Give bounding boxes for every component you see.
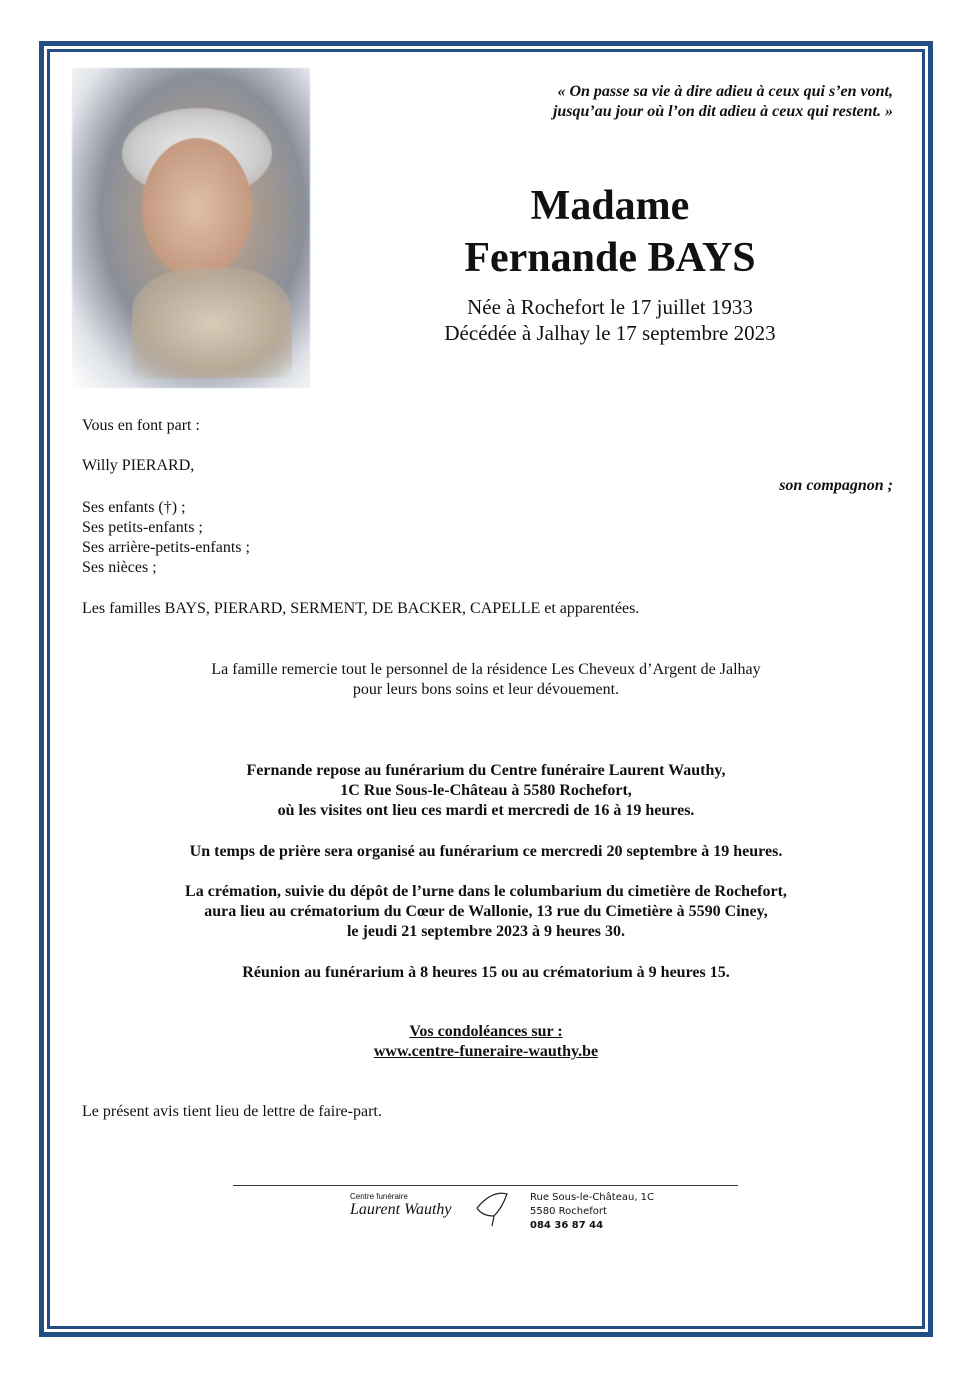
quote — [553, 82, 893, 122]
dates — [410, 294, 810, 346]
quote-line: jusqu’au jour où l’on dit adieu à ceux qui restent. » — [552, 103, 893, 120]
deceased-name — [410, 180, 810, 284]
title-line: Fernande BAYS — [464, 235, 756, 281]
intro: Vous en font part : — [82, 417, 200, 434]
logo-script: Laurent Wauthy — [350, 1201, 452, 1218]
condolences-link[interactable]: www.centre-funeraire-wauthy.be — [373, 1043, 599, 1060]
quote-line: « On passe sa vie à dire adieu à ceux qui s’en vont, — [557, 83, 893, 100]
companion-role: son compagnon ; — [779, 477, 893, 494]
meeting: Réunion au funérarium à 8 heures 15 ou au crématorium à 9 heures 15. — [242, 964, 730, 981]
visits-line: Fernande repose au funérarium du Centre funéraire Laurent Wauthy, — [246, 762, 726, 779]
family-item: Ses arrière-petits-enfants ; — [82, 539, 250, 556]
cremation-line: le jeudi 21 septembre 2023 à 9 heures 30. — [346, 923, 626, 940]
condolences — [60, 1022, 912, 1062]
companion-name: Willy PIERARD, — [82, 457, 195, 474]
visits-line: où les visites ont lieu ces mardi et mercredi de 16 à 19 heures. — [277, 802, 695, 819]
cremation-line: La crémation, suivie du dépôt de l’urne dans le columbarium du cimetière de Rochefort, — [185, 883, 787, 900]
visits-line: 1C Rue Sous-le-Château à 5580 Rochefort, — [340, 782, 632, 799]
cremation-line: aura lieu au crématorium du Cœur de Wallonie, 13 rue du Cimetière à 5590 Ciney, — [204, 903, 768, 920]
funeral-home-address — [530, 1191, 654, 1233]
cremation — [60, 882, 912, 942]
families: Les familles BAYS, PIERARD, SERMENT, DE BACKER, CAPELLE et apparentées. — [82, 600, 640, 617]
portrait-photo — [72, 68, 310, 388]
family-item: Ses enfants (†) ; — [82, 499, 186, 516]
thanks-line: pour leurs bons soins et leur dévouement. — [352, 681, 620, 698]
condolences-label: Vos condoléances sur : — [409, 1023, 563, 1040]
death: Décédée à Jalhay le 17 septembre 2023 — [444, 321, 776, 345]
address-city: 5580 Rochefort — [530, 1206, 607, 1217]
logo-small: Centre funéraire — [350, 1192, 408, 1201]
birth: Née à Rochefort le 17 juillet 1933 — [467, 295, 753, 319]
visits — [60, 761, 912, 821]
address-phone: 084 36 87 44 — [530, 1220, 604, 1231]
family-list — [82, 498, 250, 578]
title-line: Madame — [530, 183, 690, 229]
thanks — [60, 660, 912, 700]
prayer: Un temps de prière sera organisé au funérarium ce mercredi 20 septembre à 19 heures. — [189, 843, 783, 860]
family-item: Ses petits-enfants ; — [82, 519, 203, 536]
calla-lily-icon — [472, 1188, 512, 1228]
address-street: Rue Sous-le-Château, 1C — [530, 1192, 655, 1203]
closing: Le présent avis tient lieu de lettre de faire-part. — [82, 1103, 382, 1120]
family-item: Ses nièces ; — [82, 559, 157, 576]
divider — [233, 1185, 738, 1186]
funeral-home-logo — [350, 1192, 451, 1219]
thanks-line: La famille remercie tout le personnel de la résidence Les Cheveux d’Argent de Jalhay — [211, 661, 761, 678]
